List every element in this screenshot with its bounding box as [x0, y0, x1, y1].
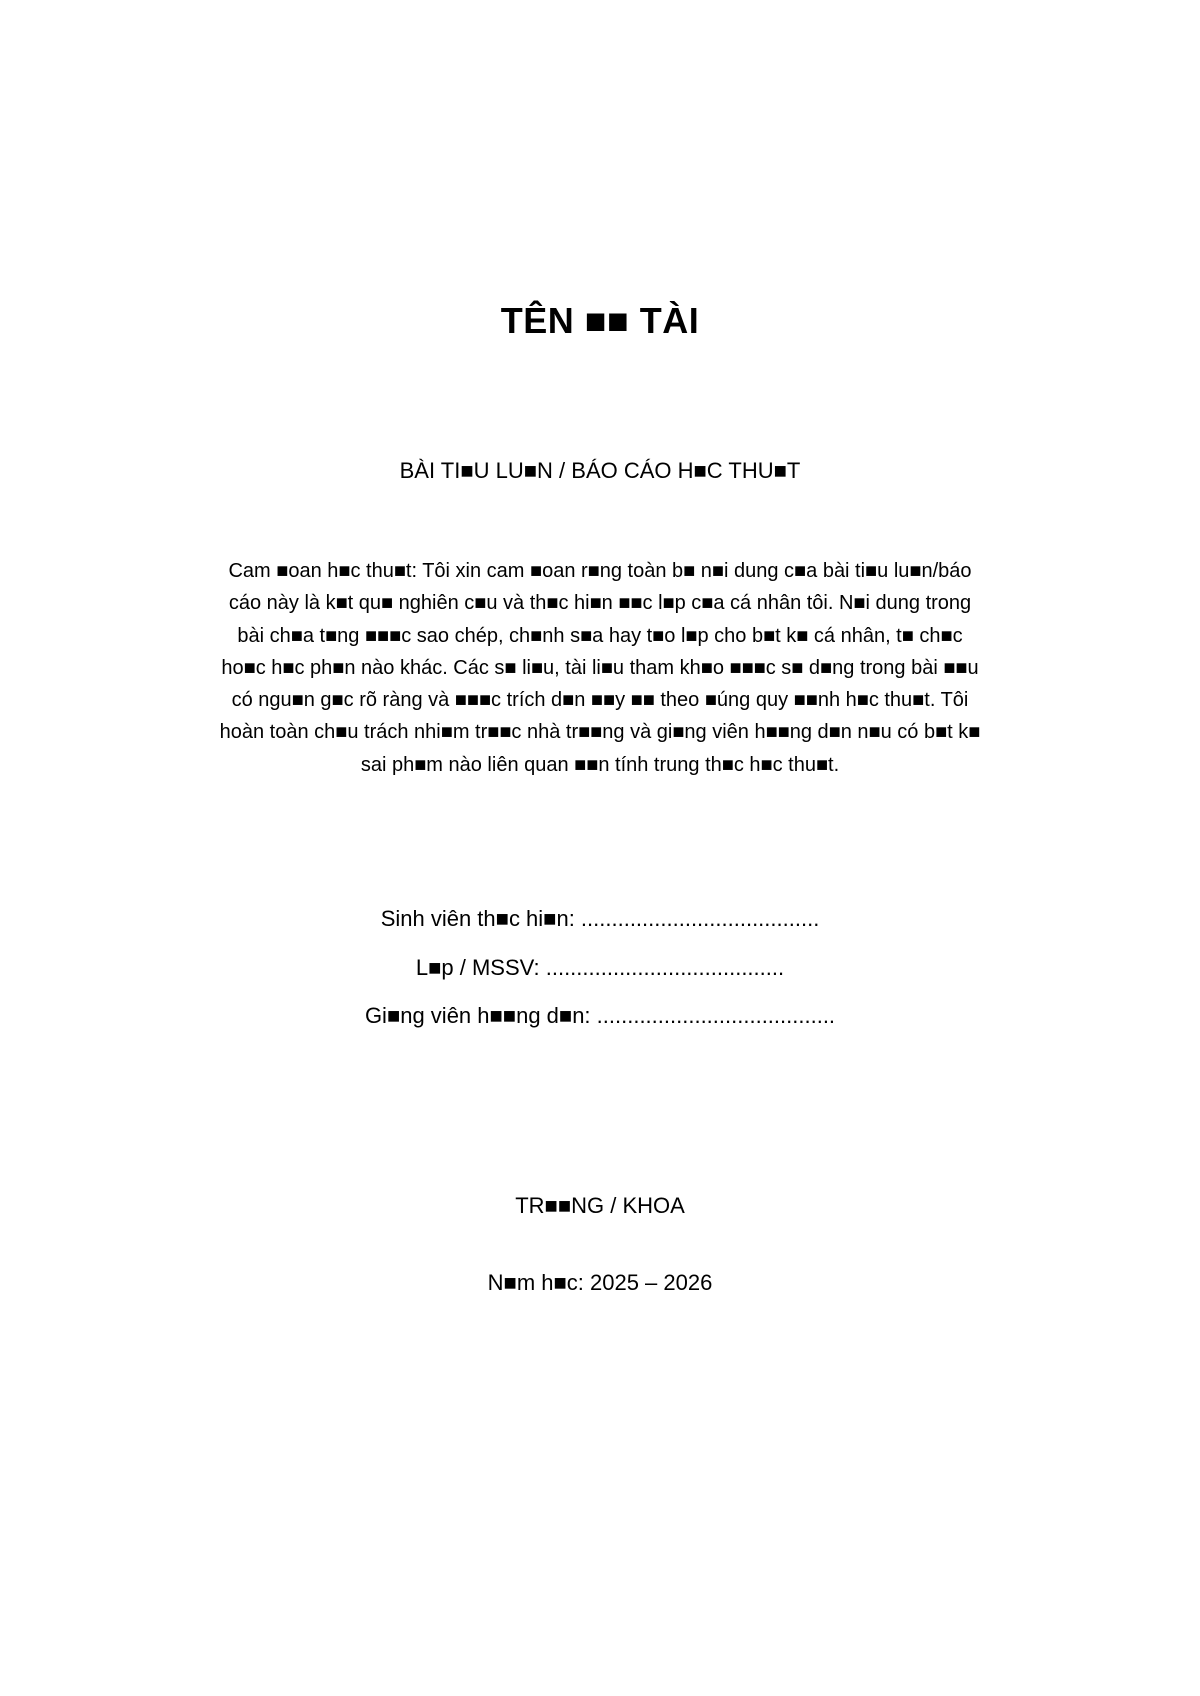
signature-block: [0, 905, 1200, 1051]
declaration-line: hoàn toàn ch■u trách nhi■m tr■■c nhà tr■■ng và gi■ng viên h■■ng d■n n■u có b■t k■: [219, 721, 981, 744]
document-title: TÊN ■■ TÀI: [500, 300, 700, 341]
document-subtitle: BÀI TI■U LU■N / BÁO CÁO H■C THU■T: [399, 458, 801, 483]
declaration-line: có ngu■n g■c rõ ràng và ■■■c trích d■n ■■y ■■ theo ■úng quy ■■nh h■c thu■t. Tôi: [231, 689, 969, 712]
academic-declaration: [150, 555, 1050, 781]
student-line: Sinh viên th■c hi■n: .......................................: [380, 906, 820, 931]
declaration-line: bài ch■a t■ng ■■■c sao chép, ch■nh s■a hay t■o l■p cho b■t k■ cá nhân, t■ ch■c: [237, 624, 963, 647]
academic-year: N■m h■c: 2025 – 2026: [487, 1270, 713, 1295]
declaration-line: Cam ■oan h■c thu■t: Tôi xin cam ■oan r■ng toàn b■ n■i dung c■a bài ti■u lu■n/báo: [228, 560, 972, 582]
declaration-line: ho■c h■c ph■n nào khác. Các s■ li■u, tài li■u tham kh■o ■■■c s■ d■ng trong bài ■■u: [221, 656, 979, 679]
declaration-line: sai ph■m nào liên quan ■■n tính trung th■c h■c thu■t.: [360, 753, 840, 776]
declaration-line: cáo này là k■t qu■ nghiên c■u và th■c hi■n ■■c l■p c■a cá nhân tôi. N■i dung trong: [228, 592, 972, 615]
instructor-line: Gi■ng viên h■■ng d■n: .......................................: [364, 1003, 836, 1028]
school-faculty: TR■■NG / KHOA: [515, 1193, 685, 1218]
class-id-line: L■p / MSSV: .......................................: [415, 954, 785, 980]
